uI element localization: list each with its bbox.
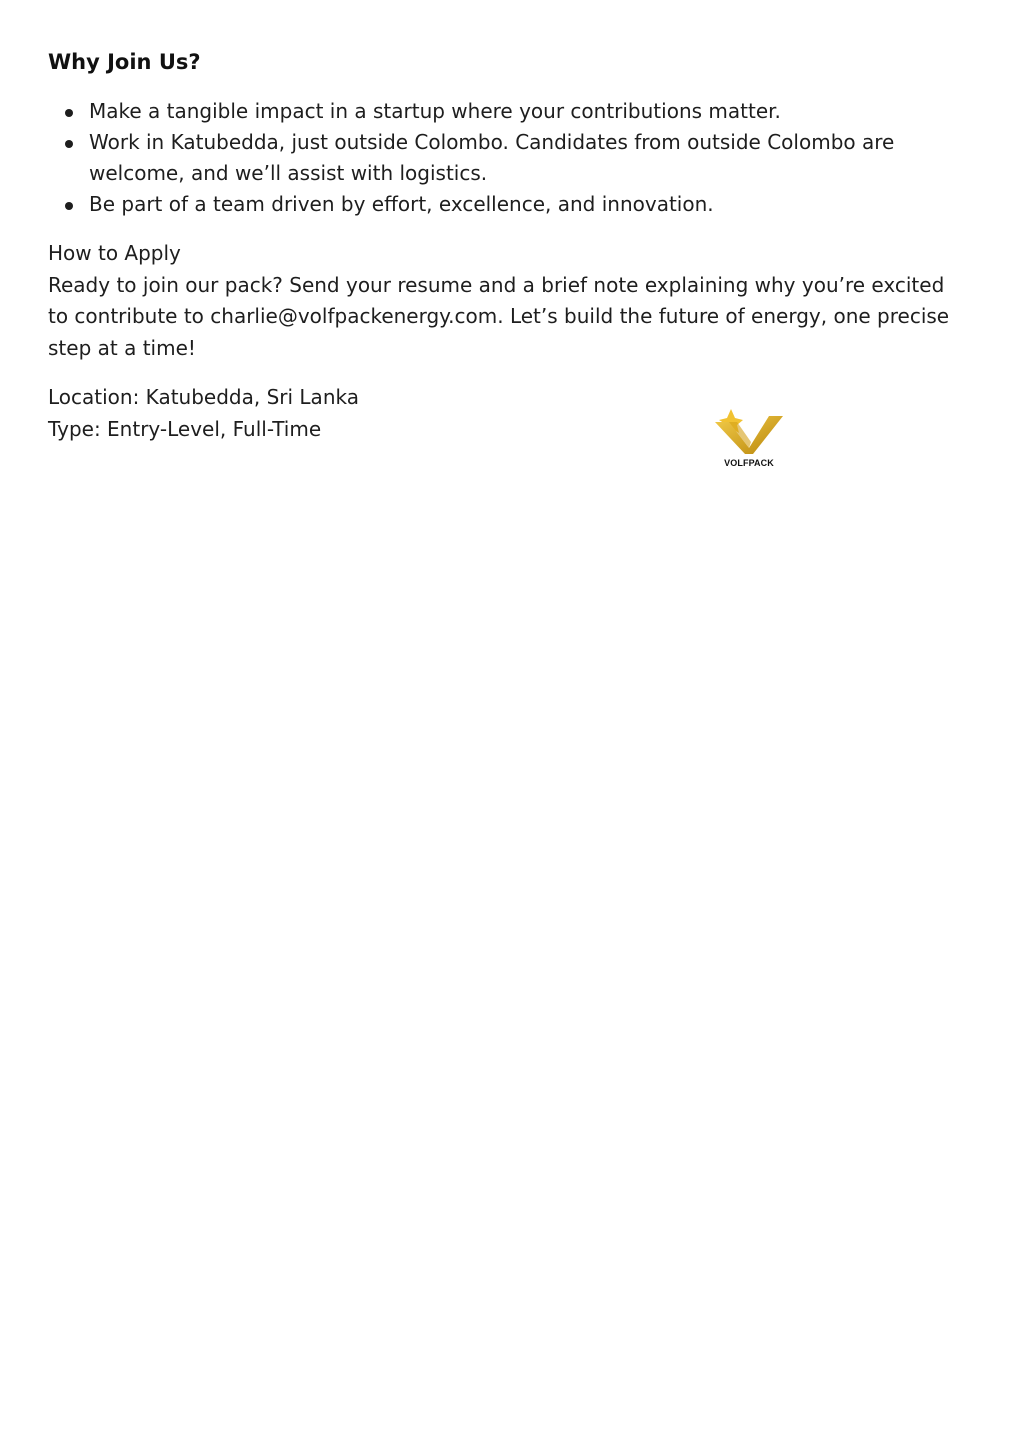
- job-type-text: Type: Entry-Level, Full-Time: [48, 416, 322, 441]
- document-content: [48, 46, 968, 463]
- job-details: [48, 382, 968, 445]
- how-to-apply-body: Ready to join our pack? Send your resume and a brief note explaining why you’re excited to contribute to charlie@volfpackenergy.com. Let’s build the future of energy, one precise step at a time!: [48, 272, 950, 360]
- location-text: Location: Katubedda, Sri Lanka: [48, 385, 359, 409]
- how-to-apply-section: [48, 238, 968, 364]
- logo-wordmark: VOLFPACK: [724, 458, 774, 468]
- why-join-list: [48, 96, 968, 220]
- volfpack-logo-icon: [713, 406, 785, 458]
- list-item: Work in Katubedda, just outside Colombo. Candidates from outside Colombo are welcome, and we’ll assist with logistics.: [48, 127, 968, 189]
- how-to-apply-heading: How to Apply: [48, 241, 181, 265]
- why-join-heading: Why Join Us?: [48, 50, 201, 74]
- list-item: Be part of a team driven by effort, excellence, and innovation.: [48, 189, 968, 220]
- list-item: Make a tangible impact in a startup where your contributions matter.: [48, 96, 968, 127]
- volfpack-logo: [713, 406, 785, 470]
